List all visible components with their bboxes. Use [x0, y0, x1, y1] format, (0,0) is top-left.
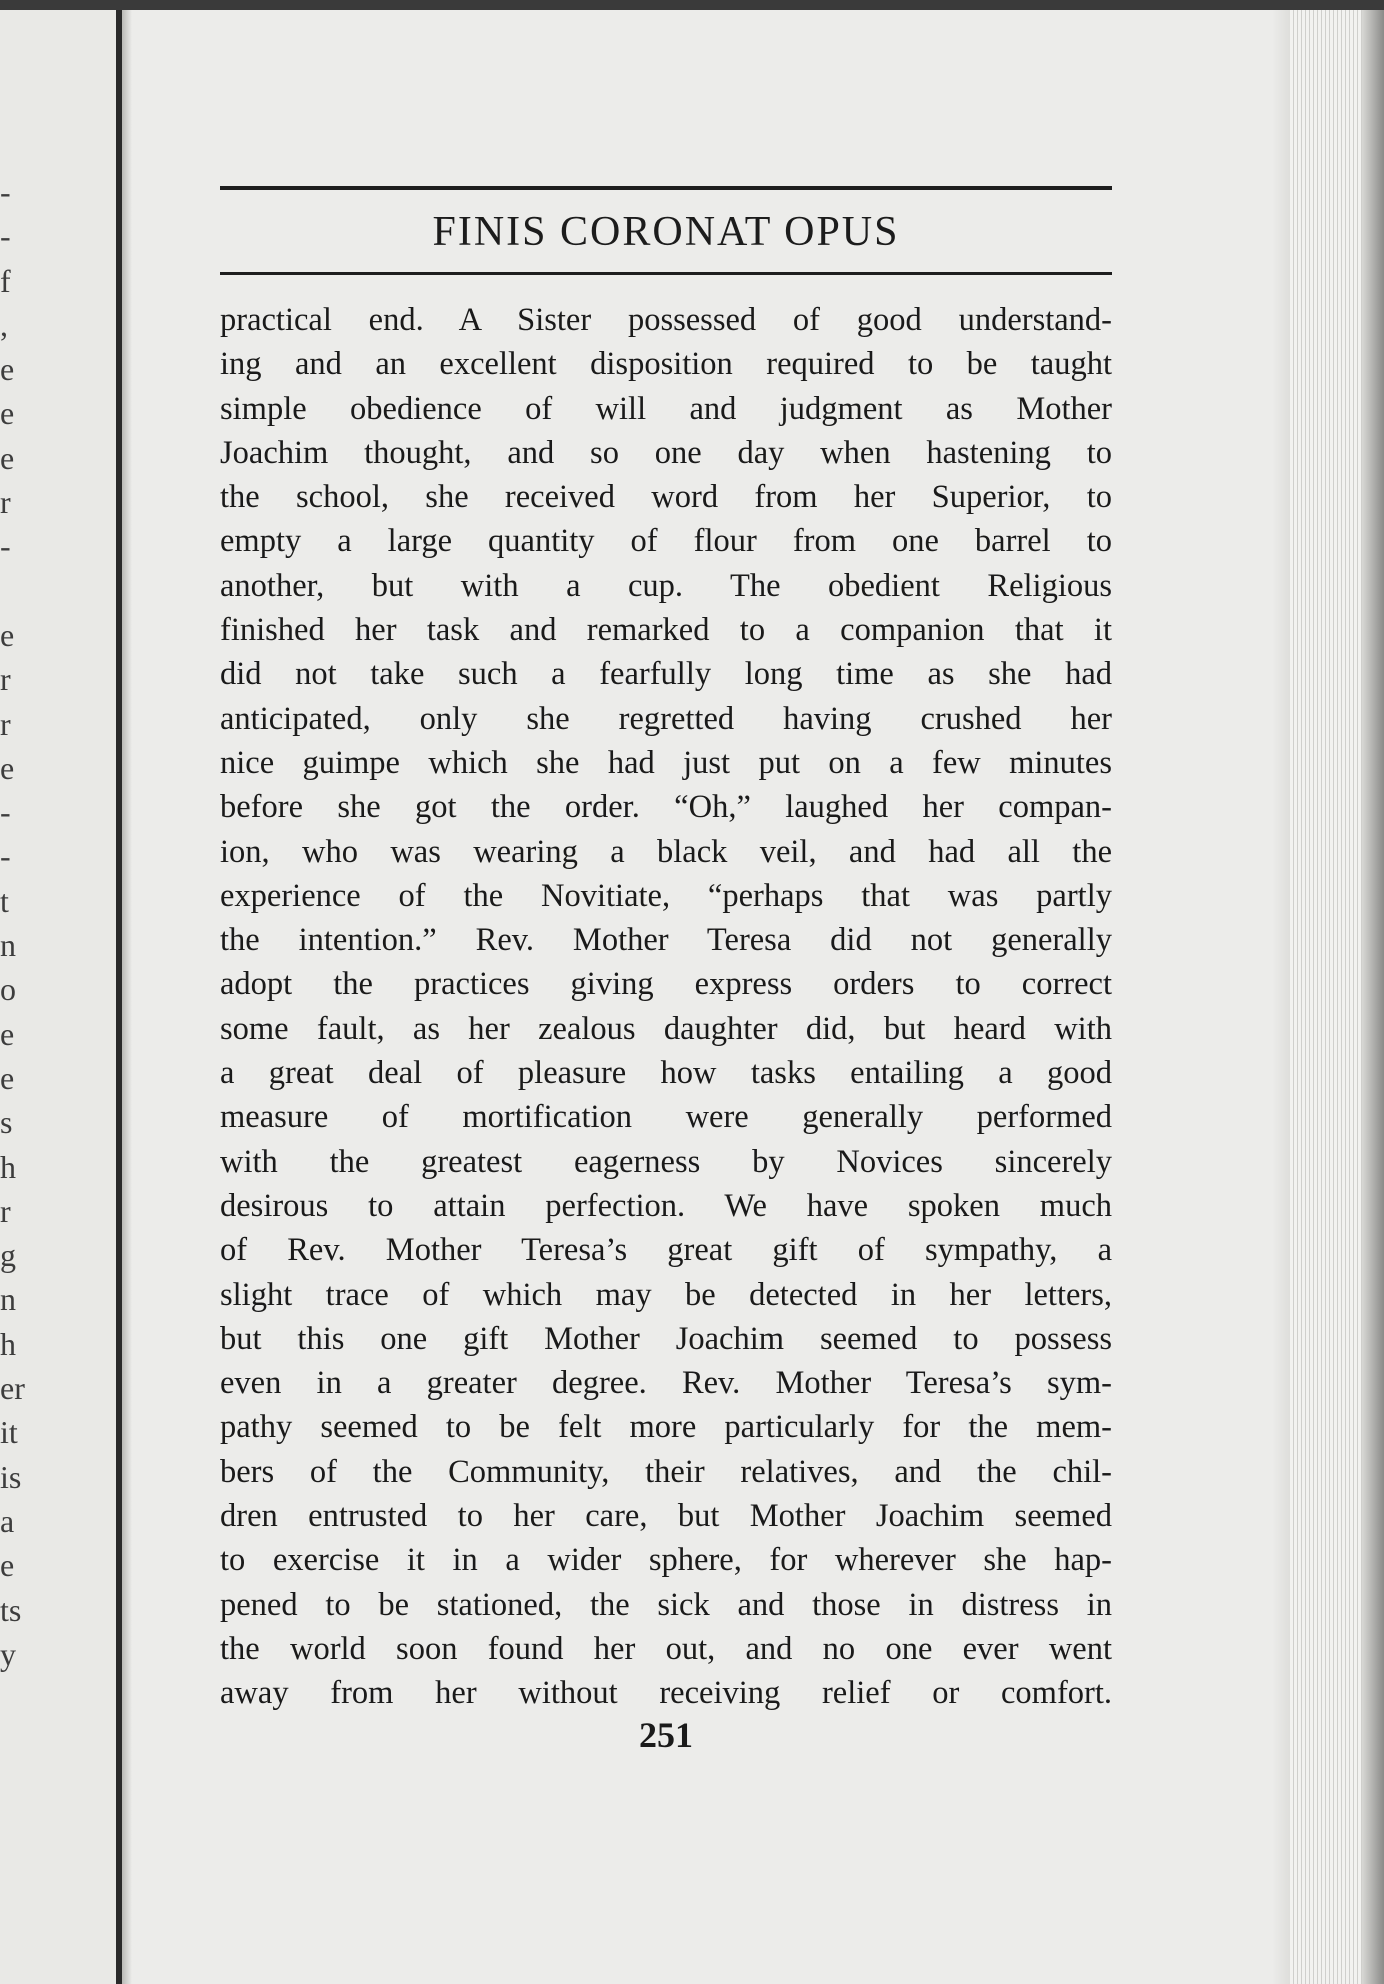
facing-page-fragment: h	[0, 1148, 16, 1185]
text-line: dren entrusted to her care, but Mother Joachim seemed	[220, 1498, 1112, 1535]
text-line: before she got the order. “Oh,” laughed her compan-	[220, 789, 1112, 826]
header-rule-bottom	[220, 272, 1112, 275]
facing-page-fragment: er	[0, 1370, 25, 1407]
text-line: a great deal of pleasure how tasks entailing a good	[220, 1055, 1112, 1092]
text-line: to exercise it in a wider sphere, for wherever she hap-	[220, 1542, 1112, 1579]
facing-page-fragment: n	[0, 927, 16, 964]
facing-page-fragment: f	[0, 262, 11, 299]
gutter-shadow	[122, 10, 132, 1984]
text-line: pened to be stationed, the sick and those in distress in	[220, 1586, 1112, 1623]
text-line: the school, she received word from her Superior, to	[220, 479, 1112, 516]
text-line: adopt the practices giving express orders to correct	[220, 966, 1112, 1003]
facing-page-fragment: e	[0, 1059, 15, 1096]
text-line: empty a large quantity of flour from one barrel to	[220, 523, 1112, 560]
facing-page-fragment: -	[0, 218, 11, 255]
text-line: slight trace of which may be detected in her letters,	[220, 1276, 1112, 1313]
facing-page-fragment: o	[0, 971, 16, 1008]
facing-page-fragment: a	[0, 1502, 15, 1539]
facing-page-fragment: r	[0, 661, 11, 698]
facing-page-fragment: ts	[0, 1591, 22, 1628]
text-line: another, but with a cup. The obedient Religious	[220, 567, 1112, 604]
text-line: even in a greater degree. Rev. Mother Teresa’s sym-	[220, 1365, 1112, 1402]
facing-page-fragment: -	[0, 838, 11, 875]
header-rule-top	[220, 186, 1112, 190]
facing-page-fragment: r	[0, 1192, 11, 1229]
text-line: simple obedience of will and judgment as Mother	[220, 390, 1112, 427]
running-head: FINIS CORONAT OPUS	[432, 209, 900, 255]
facing-page-fragment: -	[0, 528, 11, 565]
text-line: practical end. A Sister possessed of good understand-	[220, 302, 1112, 338]
facing-page-edge	[0, 10, 118, 1984]
facing-page-fragment: r	[0, 484, 11, 521]
fore-edge-shadow	[1272, 10, 1292, 1984]
text-line: measure of mortification were generally performed	[220, 1099, 1112, 1136]
text-line: the intention.” Rev. Mother Teresa did not generally	[220, 922, 1112, 959]
text-line: the world soon found her out, and no one ever went	[220, 1630, 1112, 1667]
text-line: bers of the Community, their relatives, and the chil-	[220, 1453, 1112, 1490]
text-line: nice guimpe which she had just put on a few minutes	[220, 744, 1112, 781]
facing-page-fragment: e	[0, 1547, 15, 1584]
text-line: did not take such a fearfully long time as she had	[220, 656, 1112, 693]
facing-page-fragment: e	[0, 1015, 15, 1052]
book-edge-shadow	[1362, 10, 1384, 1984]
text-line: Joachim thought, and so one day when hastening to	[220, 434, 1112, 471]
facing-page-fragment: e	[0, 749, 15, 786]
text-line: with the greatest eagerness by Novices sincerely	[220, 1143, 1112, 1180]
text-line: some fault, as her zealous daughter did, but heard with	[220, 1010, 1112, 1047]
text-line: of Rev. Mother Teresa’s great gift of sympathy, a	[220, 1232, 1112, 1269]
text-line: pathy seemed to be felt more particularly for the mem-	[220, 1409, 1112, 1446]
facing-page-fragment: is	[0, 1458, 22, 1495]
facing-page-fragment: -	[0, 174, 11, 210]
facing-page-fragment: e	[0, 351, 15, 388]
facing-page-fragment: e	[0, 616, 15, 653]
facing-page-fragment: it	[0, 1414, 18, 1451]
facing-page-fragment: n	[0, 1281, 16, 1318]
text-line: finished her task and remarked to a companion that it	[220, 612, 1112, 649]
facing-page-fragment: ,	[0, 306, 8, 343]
text-line: ion, who was wearing a black veil, and had all the	[220, 833, 1112, 870]
text-line: ing and an excellent disposition required to be taught	[220, 346, 1112, 383]
facing-page-fragment: g	[0, 1237, 16, 1274]
facing-page-fragment: r	[0, 705, 11, 742]
facing-page-fragment: s	[0, 1104, 13, 1141]
scan-top-border	[0, 0, 1384, 10]
facing-page-fragment: -	[0, 794, 11, 831]
text-line: but this one gift Mother Joachim seemed to possess	[220, 1320, 1112, 1357]
text-line: anticipated, only she regretted having crushed her	[220, 700, 1112, 737]
facing-page-fragment: e	[0, 395, 15, 432]
text-line: away from her without receiving relief or comfort.	[220, 1675, 1112, 1712]
body-text	[220, 298, 1112, 1716]
page-number: 251	[639, 1715, 693, 1755]
facing-page-fragment: h	[0, 1325, 16, 1362]
facing-page-fragment: y	[0, 1635, 16, 1672]
facing-page-fragment: e	[0, 439, 15, 476]
facing-page-fragment	[0, 569, 18, 613]
text-line: desirous to attain perfection. We have spoken much	[220, 1187, 1112, 1224]
text-line: experience of the Novitiate, “perhaps that was partly	[220, 877, 1112, 914]
facing-page-fragment: t	[0, 882, 9, 919]
facing-page-text-fragments	[0, 170, 25, 1730]
